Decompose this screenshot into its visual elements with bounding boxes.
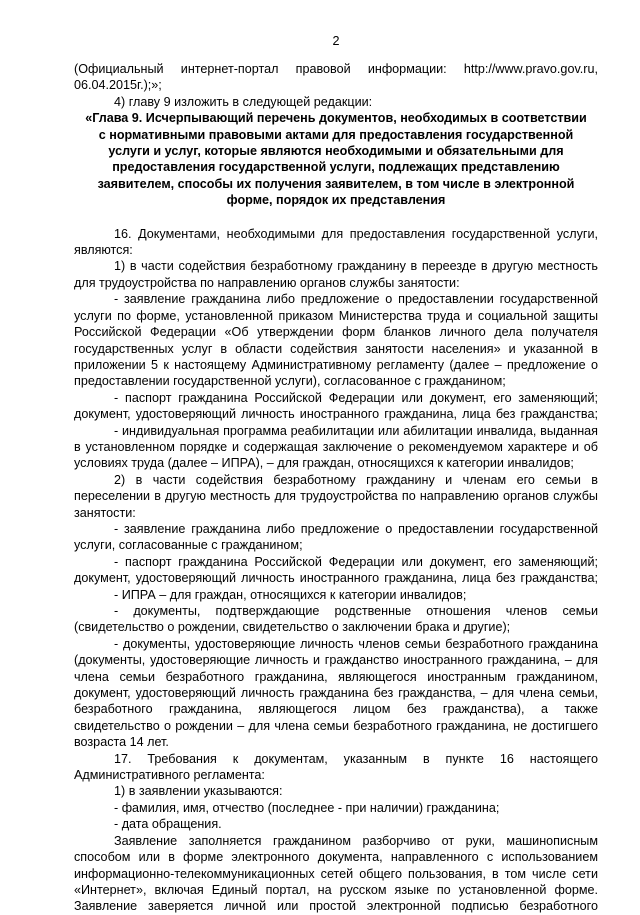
text-line: - заявление гражданина либо предложение о предоставлении государственной bbox=[114, 292, 598, 307]
chapter-title-line: услуги и услуг, которые являются необходимыми и обязательными для bbox=[108, 144, 564, 159]
text-line: - дата обращения. bbox=[114, 817, 222, 832]
text-line: переселении в другую местность для трудоустройства по направлению органов службы bbox=[74, 489, 598, 504]
text-line: безработного гражданина, являющегося лицом без гражданства), а также bbox=[74, 702, 598, 717]
text-line: - документы, подтверждающие родственные отношения членов семьи bbox=[114, 604, 598, 618]
text-line: услуги, согласованные с гражданином; bbox=[74, 538, 303, 553]
text-line: документ, удостоверяющий личность иностранного гражданина, лица без гражданства; bbox=[74, 571, 598, 586]
text-line: свидетельство о рождении – для члена семьи безработного гражданина, не достигшего bbox=[74, 718, 598, 733]
text-line: способом или в форме электронного документа, направленного с использованием bbox=[74, 850, 598, 865]
text-line: занятости: bbox=[74, 505, 136, 520]
text-line: - заявление гражданина либо предложение о предоставлении государственной bbox=[114, 521, 598, 536]
text-line: - фамилия, имя, отчество (последнее - при наличии) гражданина; bbox=[114, 800, 500, 815]
text-line: предоставлении государственной услуги), согласованное с гражданином; bbox=[74, 374, 506, 389]
text-line: являются: bbox=[74, 243, 133, 258]
page-number: 2 bbox=[332, 34, 340, 48]
text-line: документ, удостоверяющий личность иностранного гражданина, лица без гражданства; bbox=[74, 407, 598, 422]
text-line: услуги по форме, установленной приказом Министерства труда и социальной защиты bbox=[74, 308, 598, 323]
text-line: возраста 14 лет. bbox=[74, 735, 169, 750]
text-line: (Официальный интернет-портал правовой информации: http://www.pravo.gov.ru, bbox=[74, 62, 598, 76]
text-line: 06.04.2015г.);»; bbox=[74, 78, 162, 93]
text-line: Административного регламента: bbox=[74, 768, 265, 783]
text-line: условиях труда (далее – ИПРА), – для граждан, относящихся к категории инвалидов; bbox=[74, 456, 574, 471]
chapter-title-line: предоставления государственной услуги, подлежащих представлению bbox=[112, 160, 560, 175]
text-line: (свидетельство о рождении, свидетельство о заключении брака и другие); bbox=[74, 620, 511, 635]
text-line: 1) в части содействия безработному гражданину в переезде в другую местность bbox=[114, 259, 598, 274]
text-line: - документы, удостоверяющие личность членов семьи безработного гражданина bbox=[114, 636, 598, 651]
text-line: - паспорт гражданина Российской Федерации или документ, его заменяющий; bbox=[114, 390, 598, 405]
text-line: Заявление заверяется личной или простой электронной подписью безработного bbox=[74, 899, 598, 914]
spacer bbox=[74, 209, 598, 226]
text-line: государственных услуг в области содействия занятости населения» и указанной в bbox=[74, 341, 598, 356]
text-line: члена семьи безработного гражданина, являющегося иностранным гражданином, bbox=[74, 669, 598, 684]
text-line: - паспорт гражданина Российской Федерации или документ, его заменяющий; bbox=[114, 554, 598, 569]
text-line: информационно-телекоммуникационных сетей общего пользования, в том числе сети bbox=[74, 866, 598, 881]
text-line: приложении 5 к настоящему Административному регламенту (далее – предложение о bbox=[74, 357, 598, 372]
document-body bbox=[74, 61, 598, 915]
chapter-title-line: «Глава 9. Исчерпывающий перечень документов, необходимых в соответствии bbox=[85, 111, 587, 126]
chapter-title-line: форме, порядок их представления bbox=[226, 193, 446, 208]
text-line: для трудоустройства по направлению органов службы занятости: bbox=[74, 275, 460, 290]
text-line: - индивидуальная программа реабилитации или абилитации инвалида, выданная bbox=[114, 423, 598, 438]
text-line: - ИПРА – для граждан, относящихся к категории инвалидов; bbox=[114, 587, 467, 602]
text-line: документ, удостоверяющий личность гражданина без гражданства, – для члена семьи, bbox=[74, 686, 598, 701]
text-line: 1) в заявлении указываются: bbox=[114, 784, 283, 799]
text-line: (документы, удостоверяющие личность и гражданство иностранного гражданина, – для bbox=[74, 653, 598, 668]
chapter-title-line: с нормативными правовыми актами для предоставления государственной bbox=[98, 127, 574, 142]
text-line: Заявление заполняется гражданином разборчиво от руки, машинописным bbox=[114, 833, 598, 848]
text-line: 16. Документами, необходимыми для предоставления государственной услуги, bbox=[114, 226, 598, 241]
text-line: 17. Требования к документам, указанным в пункте 16 настоящего bbox=[114, 751, 598, 766]
text-line: 2) в части содействия безработному гражданину и членам его семьи в bbox=[114, 472, 598, 487]
text-line: 4) главу 9 изложить в следующей редакции: bbox=[114, 94, 373, 109]
text-line: в установленном порядке и содержащая заключение о рекомендуемом характере и об bbox=[74, 439, 598, 454]
chapter-title-line: заявителем, способы их получения заявителем, в том числе в электронной bbox=[97, 176, 575, 191]
text-line: «Интернет», включая Единый портал, на русском языке по установленной форме. bbox=[74, 882, 598, 897]
text-line: Российской Федерации «Об утверждении форм бланков личного дела получателя bbox=[74, 325, 598, 340]
